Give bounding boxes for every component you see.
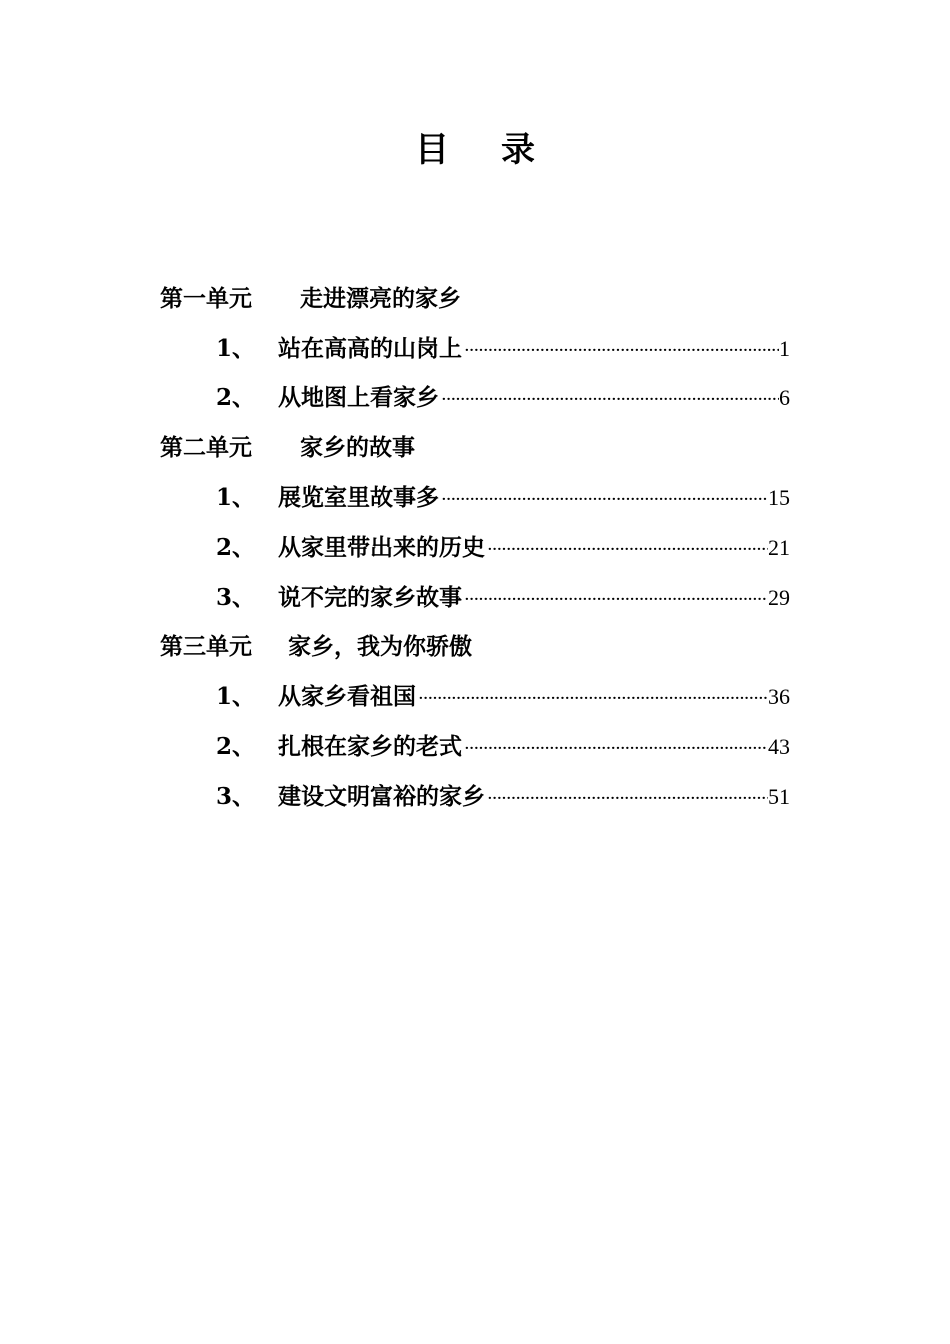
unit-label: 第二单元 — [160, 434, 252, 461]
page-title-char-2: 录 — [501, 130, 535, 170]
toc-unit-1[interactable] — [160, 283, 461, 315]
entry-page-number: 1 — [779, 336, 790, 361]
dot-leader — [464, 734, 768, 766]
entry-leader — [278, 582, 790, 617]
page-title-char-1: 目 — [415, 130, 449, 170]
entry-number: 1、 — [216, 683, 256, 710]
unit-title: 走进漂亮的家乡 — [300, 285, 461, 312]
toc-entry-1-1[interactable] — [216, 333, 790, 365]
entry-number: 1、 — [216, 484, 256, 511]
dot-leader — [464, 585, 768, 617]
entry-title: 从地图上看家乡 — [278, 384, 439, 411]
dot-leader — [441, 385, 779, 417]
entry-title: 从家里带出来的历史 — [278, 534, 485, 561]
entry-page-number: 15 — [768, 485, 790, 510]
entry-leader — [278, 681, 790, 716]
dot-leader — [487, 535, 768, 567]
entry-leader — [278, 333, 790, 368]
entry-number: 3、 — [216, 584, 256, 611]
entry-number: 2、 — [216, 534, 256, 561]
toc-entry-1-2[interactable] — [216, 382, 790, 414]
toc-entry-3-1[interactable] — [216, 681, 790, 713]
toc-entry-2-1[interactable] — [216, 482, 790, 514]
entry-page-number: 51 — [768, 784, 790, 809]
entry-page-number: 21 — [768, 535, 790, 560]
entry-page-number: 29 — [768, 585, 790, 610]
entry-title: 建设文明富裕的家乡 — [278, 783, 485, 810]
toc-entry-3-3[interactable] — [216, 781, 790, 813]
entry-leader — [278, 532, 790, 567]
dot-leader — [464, 336, 779, 368]
entry-title: 说不完的家乡故事 — [278, 584, 462, 611]
entry-leader — [278, 482, 790, 517]
unit-title: 家乡，我为你骄傲 — [288, 633, 472, 660]
entry-page-number: 43 — [768, 734, 790, 759]
toc-unit-2[interactable] — [160, 432, 415, 464]
dot-leader — [418, 684, 768, 716]
entry-number: 1、 — [216, 335, 256, 362]
entry-title: 从家乡看祖国 — [278, 683, 416, 710]
entry-title: 扎根在家乡的老式 — [278, 733, 462, 760]
entry-title: 站在高高的山岗上 — [278, 335, 462, 362]
unit-label: 第一单元 — [160, 285, 252, 312]
entry-number: 3、 — [216, 783, 256, 810]
toc-unit-3[interactable] — [160, 631, 472, 663]
entry-leader — [278, 731, 790, 766]
dot-leader — [487, 784, 768, 816]
entry-leader — [278, 382, 790, 417]
entry-number: 2、 — [216, 384, 256, 411]
entry-leader — [278, 781, 790, 816]
toc-entry-2-3[interactable] — [216, 582, 790, 614]
toc-entry-3-2[interactable] — [216, 731, 790, 763]
entry-number: 2、 — [216, 733, 256, 760]
entry-title: 展览室里故事多 — [278, 484, 439, 511]
entry-page-number: 36 — [768, 684, 790, 709]
toc-entry-2-2[interactable] — [216, 532, 790, 564]
unit-title: 家乡的故事 — [300, 434, 415, 461]
dot-leader — [441, 485, 768, 517]
unit-label: 第三单元 — [160, 633, 252, 660]
entry-page-number: 6 — [779, 385, 790, 410]
